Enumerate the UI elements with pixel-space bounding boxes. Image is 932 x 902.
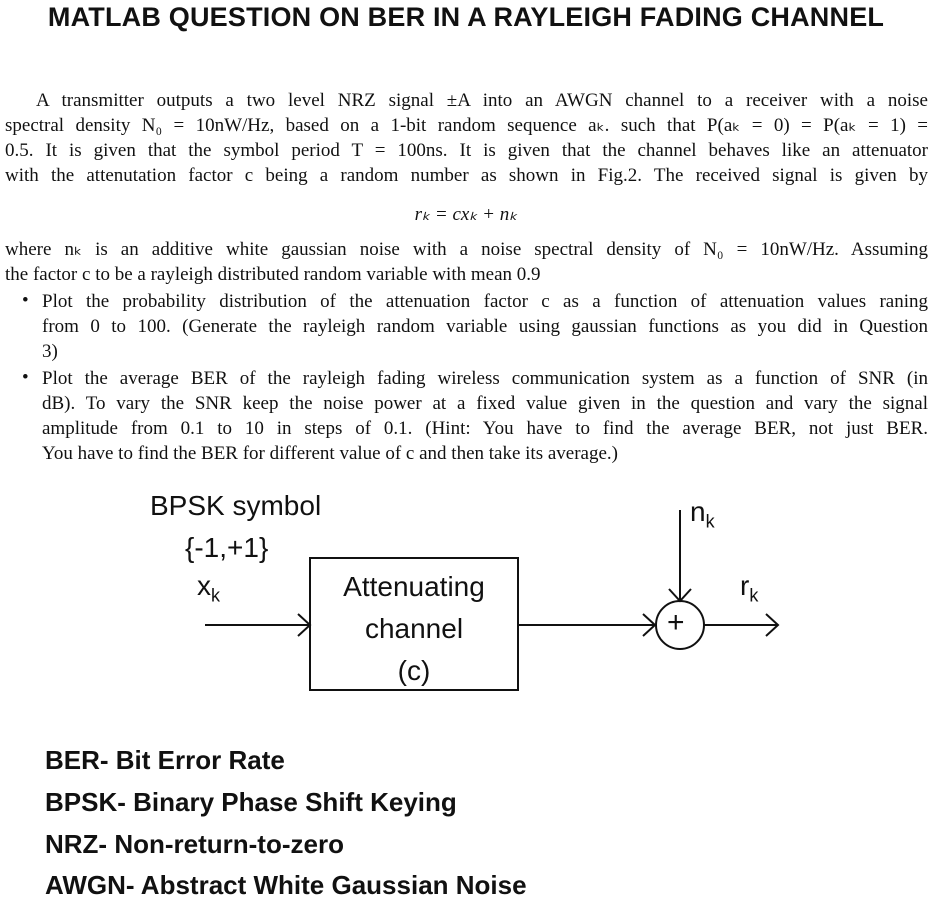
bullet-dot: •: [22, 290, 29, 311]
equation: rₖ = cxₖ + nₖ: [414, 204, 518, 225]
bullet-line: Plot the probability distribution of the attenuation factor c as a function of attenuation values raning: [42, 291, 928, 312]
glossary-item: BER- Bit Error Rate: [45, 745, 285, 775]
paragraph-line: with the attenutation factor c being a random number as shown in Fig.2. The received signal is given by: [5, 165, 928, 186]
bullet-line: amplitude from 0.1 to 10 in steps of 0.1. (Hint: You have to find the average BER, not just BER.: [42, 418, 928, 439]
box-line: (c): [397, 655, 431, 686]
channel-box-text: [310, 566, 518, 692]
bullet-line: 3): [42, 341, 58, 362]
paragraph-line: 0.5. It is given that the symbol period T = 100ns. It is given that the channel behaves like an attenuator: [5, 140, 928, 161]
noise-label: $n_k$: [690, 496, 715, 532]
x-label: $x_k$: [197, 570, 220, 606]
bpsk-set-label: {-1,+1}: [185, 532, 269, 563]
box-line: Attenuating: [343, 571, 485, 602]
box-line: channel: [364, 613, 464, 644]
adder-plus-symbol: +: [667, 606, 685, 639]
bullet-line: Plot the average BER of the rayleigh fading wireless communication system as a function of SNR (in: [42, 368, 928, 389]
glossary-item: NRZ- Non-return-to-zero: [45, 829, 344, 859]
page-title: MATLAB QUESTION ON BER IN A RAYLEIGH FADING CHANNEL: [47, 2, 885, 32]
bpsk-symbol-label: BPSK symbol: [150, 490, 322, 521]
glossary-item: BPSK- Binary Phase Shift Keying: [45, 787, 457, 817]
bullet-dot: •: [22, 367, 29, 388]
glossary-item: AWGN- Abstract White Gaussian Noise: [45, 870, 527, 900]
bullet-line: You have to find the BER for different value of c and then take its average.): [42, 443, 618, 464]
output-label: $r_k$: [740, 570, 759, 606]
bullet-line: dB). To vary the SNR keep the noise power at a fixed value given in the question and vary the signal: [42, 393, 928, 414]
paragraph-line: the factor c to be a rayleigh distributed random variable with mean 0.9: [5, 264, 541, 285]
paragraph-line: where nₖ is an additive white gaussian noise with a noise spectral density of N₀ = 10nW/Hz. Assuming: [5, 239, 928, 260]
paragraph-line: A transmitter outputs a two level NRZ signal ±A into an AWGN channel to a receiver with a noise: [36, 90, 928, 111]
bullet-line: from 0 to 100. (Generate the rayleigh random variable using gaussian functions as you did in Question: [42, 316, 928, 337]
paragraph-line: spectral density N₀ = 10nW/Hz, based on a 1-bit random sequence aₖ. such that P(aₖ = 0) = P(aₖ = 1) =: [5, 115, 928, 136]
